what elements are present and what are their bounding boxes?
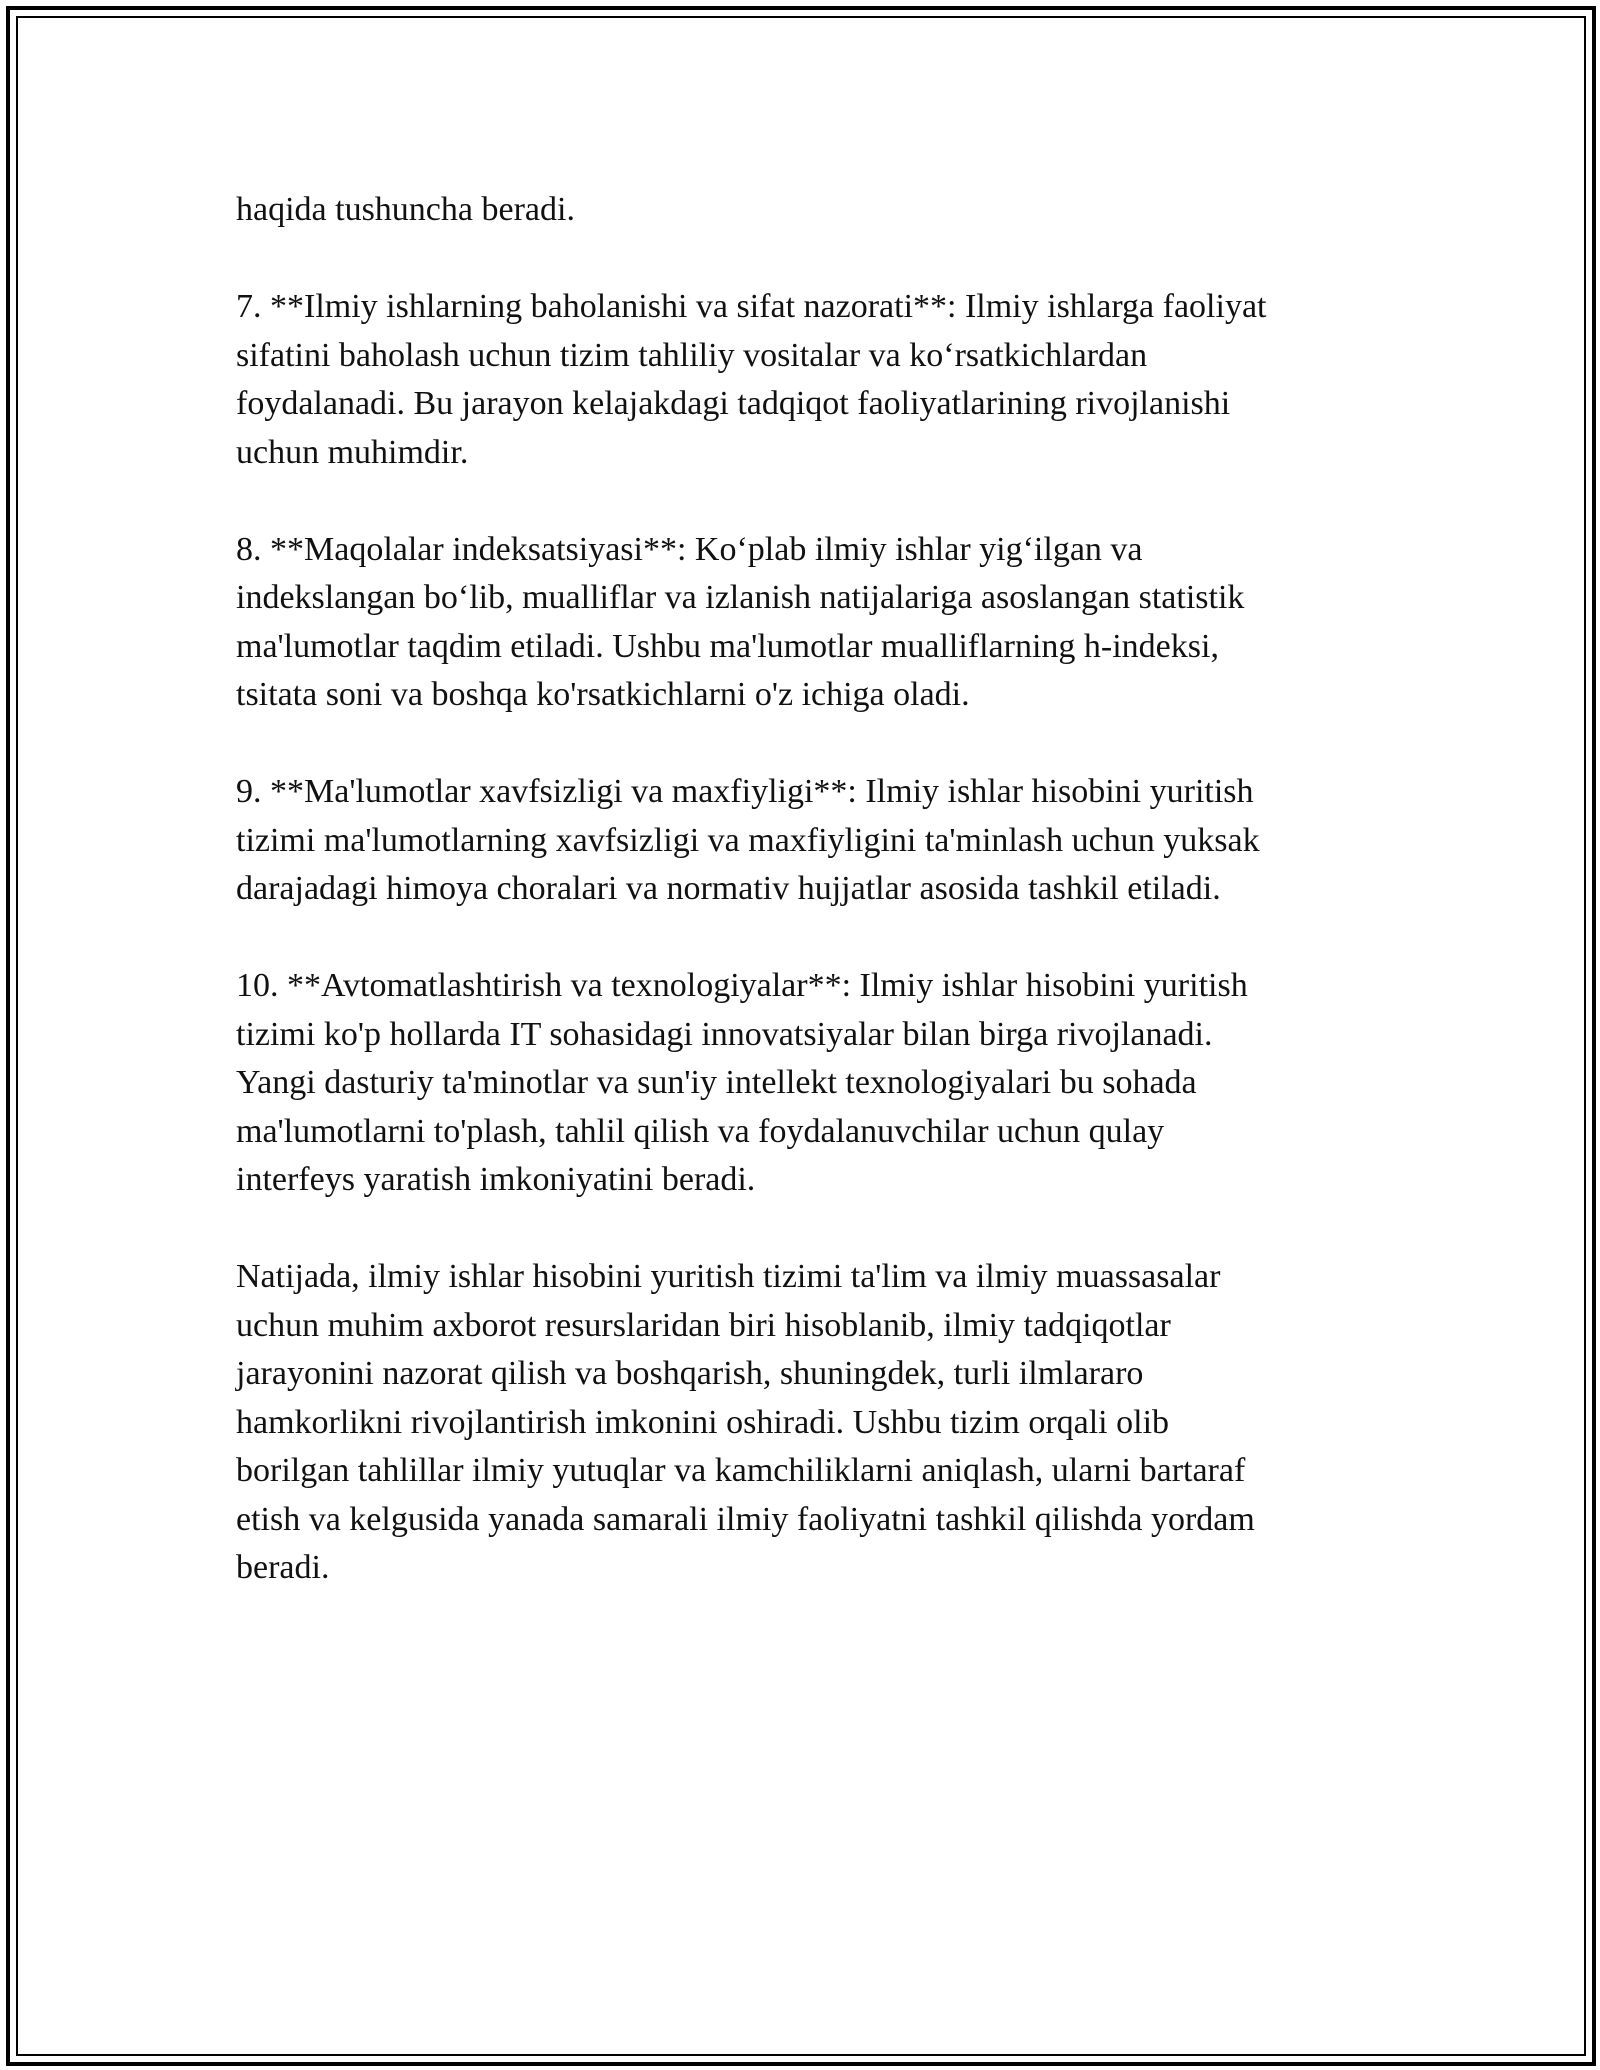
paragraph-continuation: haqida tushuncha beradi. — [236, 191, 575, 228]
paragraph-item-9: 9. **Ma'lumotlar xavfsizligi va maxfiyligi**: Ilmiy ishlar hisobini yuritish tizimi ma'lumotlarning xavfsizligi va maxfiyligini ta'minlash uchun yuksak darajadagi himoya choralari va normativ hujjatlar asosida tashkil etiladi. — [236, 773, 1260, 907]
paragraph-conclusion: Natijada, ilmiy ishlar hisobini yuritish tizimi ta'lim va ilmiy muassasalar uchun muhim axborot resurslaridan biri hisoblanib, ilmiy tadqiqotlar jarayonini nazorat qilish va boshqarish, shuningdek, turli ilmlararo hamkorlikni rivojlantirish imkonini oshiradi. Ushbu tizim orqali olib borilgan tahlillar ilmiy yutuqlar va kamchiliklarni aniqlash, ularni bartaraf etish va kelgusida yanada samarali ilmiy faoliyatni tashkil qilishda yordam beradi. — [236, 1258, 1255, 1586]
paragraph-item-8: 8. **Maqolalar indeksatsiyasi**: Ko‘plab ilmiy ishlar yig‘ilgan va indekslangan bo‘lib, mualliflar va izlanish natijalariga asoslangan statistik ma'lumotlar taqdim etiladi. Ushbu ma'lumotlar mualliflarning h-indeksi, tsitata soni va boshqa ko'rsatkichlarni o'z ichiga oladi. — [236, 530, 1245, 713]
document-body — [236, 186, 1366, 1641]
paragraph-item-10: 10. **Avtomatlashtirish va texnologiyalar**: Ilmiy ishlar hisobini yuritish tizimi ko'p hollarda IT sohasidagi innovatsiyalar bilan birga rivojlanadi. Yangi dasturiy ta'minotlar va sun'iy intellekt texnologiyalari bu sohada ma'lumotlarni to'plash, tahlil qilish va foydalanuvchilar uchun qulay interfeys yaratish imkoniyatini beradi. — [236, 967, 1248, 1198]
paragraph-item-7: 7. **Ilmiy ishlarning baholanishi va sifat nazorati**: Ilmiy ishlarga faoliyat sifatini baholash uchun tizim tahliliy vositalar va ko‘rsatkichlardan foydalanadi. Bu jarayon kelajakdagi tadqiqot faoliyatlarining rivojlanishi uchun muhimdir. — [236, 288, 1267, 471]
